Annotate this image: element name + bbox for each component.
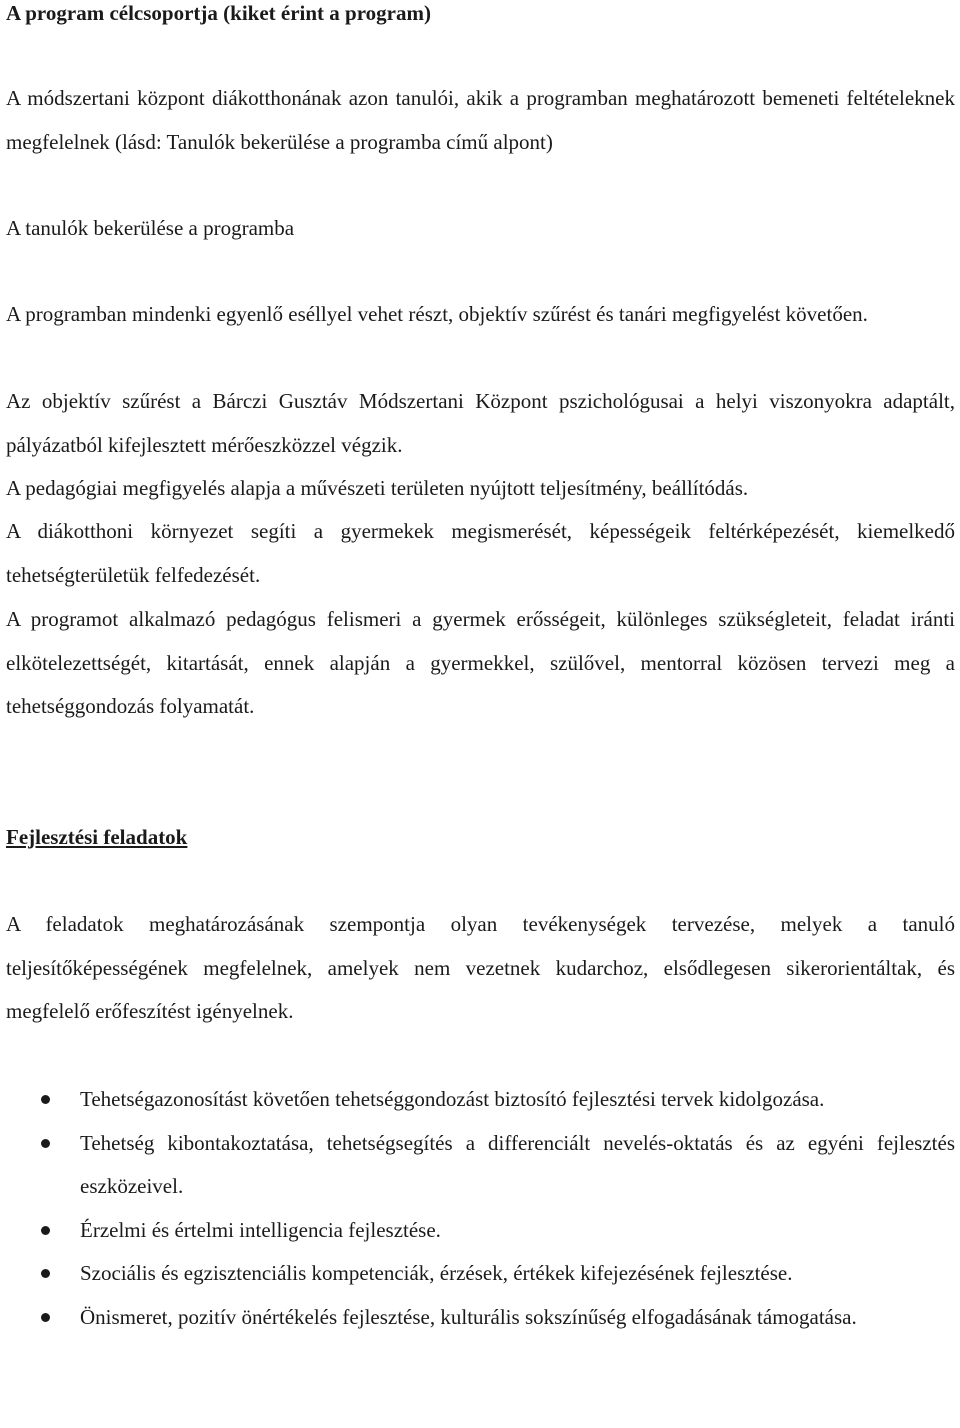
list-item-text: Önismeret, pozitív önértékelés fejlesztése, kulturális sokszínűség elfogadásának támogatása. [80,1304,857,1329]
list-item-text: Tehetségazonosítást követően tehetséggondozást biztosító fejlesztési tervek kidolgozása. [80,1087,825,1111]
paragraph-admission-3: A pedagógiai megfigyelés alapja a művészeti területen nyújtott teljesítmény, beállítódás. [6,476,749,500]
list-item-text: Érzelmi és értelmi intelligencia fejlesztése. [80,1217,441,1242]
list-item [0,1296,955,1340]
paragraph-admission-4: A diákotthoni környezet segíti a gyermekek megismerését, képességeik feltérképezését, kiemelkedő tehetségterületük felfedezését. [6,519,955,587]
list-item [0,1122,955,1209]
list-item [0,1209,955,1253]
development-tasks-list [0,1078,955,1339]
bullet-icon [41,1313,50,1322]
list-item [0,1078,955,1122]
paragraph-target-group: A módszertani központ diákotthonának azon tanulói, akik a programban meghatározott bemeneti feltételeknek megfelelnek (lásd: Tanulók bekerülése a programba című alpont) [6,86,955,154]
paragraph-admission-5: A programot alkalmazó pedagógus felismeri a gyermek erősségeit, különleges szükségleteit, feladat iránti elkötelezettségét, kitartását, ennek alapján a gyermekkel, szülővel, mentorral közösen tervezi meg a tehetséggondozás folyamatát. [6,607,955,718]
bullet-icon [41,1095,50,1104]
list-item [0,1252,955,1296]
paragraph-development-tasks: A feladatok meghatározásának szempontja olyan tevékenységek tervezése, melyek a tanuló teljesítőképességének megfelelnek, amelyek nem vezetnek kudarchoz, elsődlegesen sikerorientáltak, és megfelelő erőfeszítést igényelnek. [6,912,955,1023]
section-title-admission: A tanulók bekerülése a programba [6,216,295,240]
section-title-target-group: A program célcsoportja (kiket érint a program) [6,1,431,25]
list-item-text: Szociális és egzisztenciális kompetenciák, érzések, értékek kifejezésének fejlesztése. [80,1261,793,1285]
bullet-icon [41,1269,50,1278]
paragraph-admission-1: A programban mindenki egyenlő eséllyel vehet részt, objektív szűrést és tanári megfigyelést követően. [6,302,868,326]
list-item-text: Tehetség kibontakoztatása, tehetségsegítés a differenciált nevelés-oktatás és az egyéni fejlesztés eszközeivel. [80,1130,955,1198]
paragraph-admission-2: Az objektív szűrést a Bárczi Gusztáv Módszertani Központ pszichológusai a helyi viszonyokra adaptált, pályázatból kifejlesztett mérőeszközzel végzik. [6,389,955,457]
bullet-icon [41,1226,50,1235]
section-title-development-tasks: Fejlesztési feladatok [6,825,188,849]
bullet-icon [41,1139,50,1148]
